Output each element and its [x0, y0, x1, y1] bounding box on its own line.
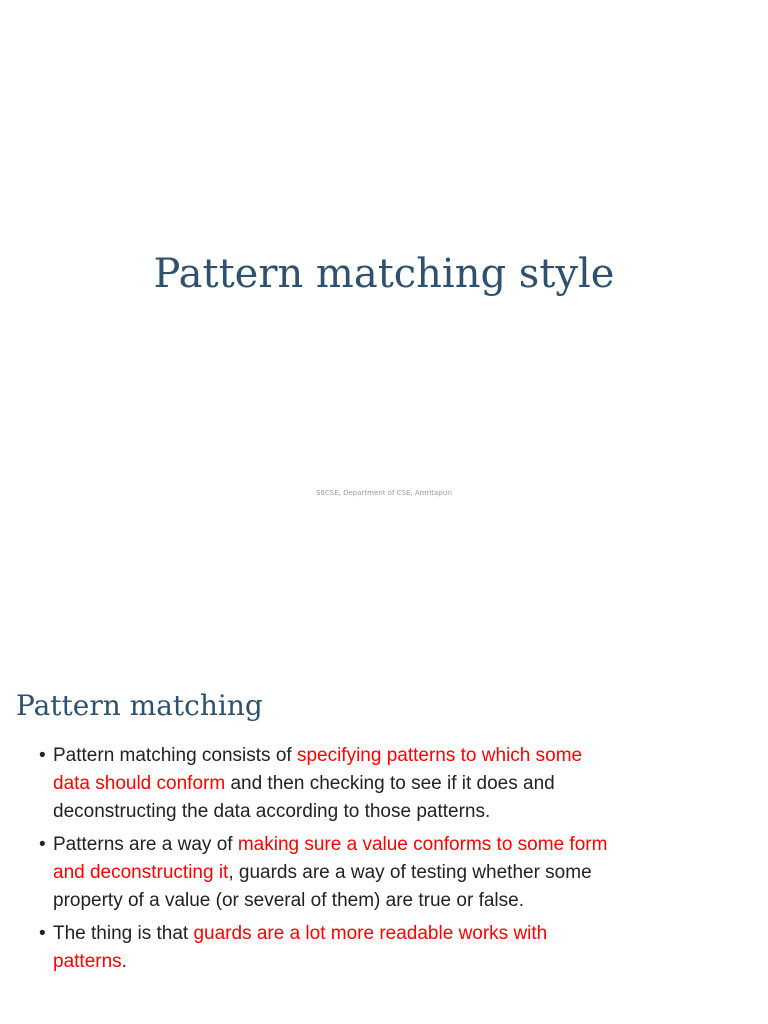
bullet-item: [39, 920, 751, 976]
bullet-line: [53, 859, 751, 887]
slide-footer: S6CSE, Department of CSE, Amritapuri: [315, 489, 453, 497]
bullet-list: [39, 742, 751, 981]
bullet-item: [39, 831, 751, 915]
highlighted-text: specifying patterns to which some: [296, 745, 583, 766]
bullet-icon: •: [39, 923, 46, 944]
bullet-line: [53, 920, 751, 948]
bullet-text: Pattern matching consists of: [53, 745, 297, 766]
highlighted-text: patterns: [53, 951, 122, 972]
bullet-text: , guards are a way of testing whether some: [228, 862, 592, 883]
highlighted-text: guards are a lot more readable works with: [193, 923, 548, 944]
bullet-text: deconstructing the data according to those patterns.: [53, 801, 491, 822]
bullet-line: [53, 770, 751, 798]
bullet-line: [53, 948, 751, 976]
bullet-text: and then checking to see if it does and: [225, 773, 555, 794]
bullet-text: The thing is that: [53, 923, 194, 944]
bullet-line: [53, 887, 751, 915]
highlighted-text: and deconstructing it: [53, 862, 229, 883]
bullet-line: [53, 798, 751, 826]
bullet-icon: •: [39, 834, 46, 855]
bullet-text: property of a value (or several of them) are true or false.: [53, 890, 524, 911]
bullet-text: Patterns are a way of: [53, 834, 238, 855]
content-slide: [0, 645, 768, 1024]
bullet-text: .: [121, 951, 127, 972]
highlighted-text: data should conform: [53, 773, 226, 794]
slide-title: Pattern matching style: [153, 251, 615, 297]
bullet-line: [53, 742, 751, 770]
bullet-item: [39, 742, 751, 826]
content-slide-title: Pattern matching: [16, 689, 263, 722]
highlighted-text: making sure a value conforms to some form: [237, 834, 608, 855]
bullet-icon: •: [39, 745, 46, 766]
bullet-line: [53, 831, 751, 859]
